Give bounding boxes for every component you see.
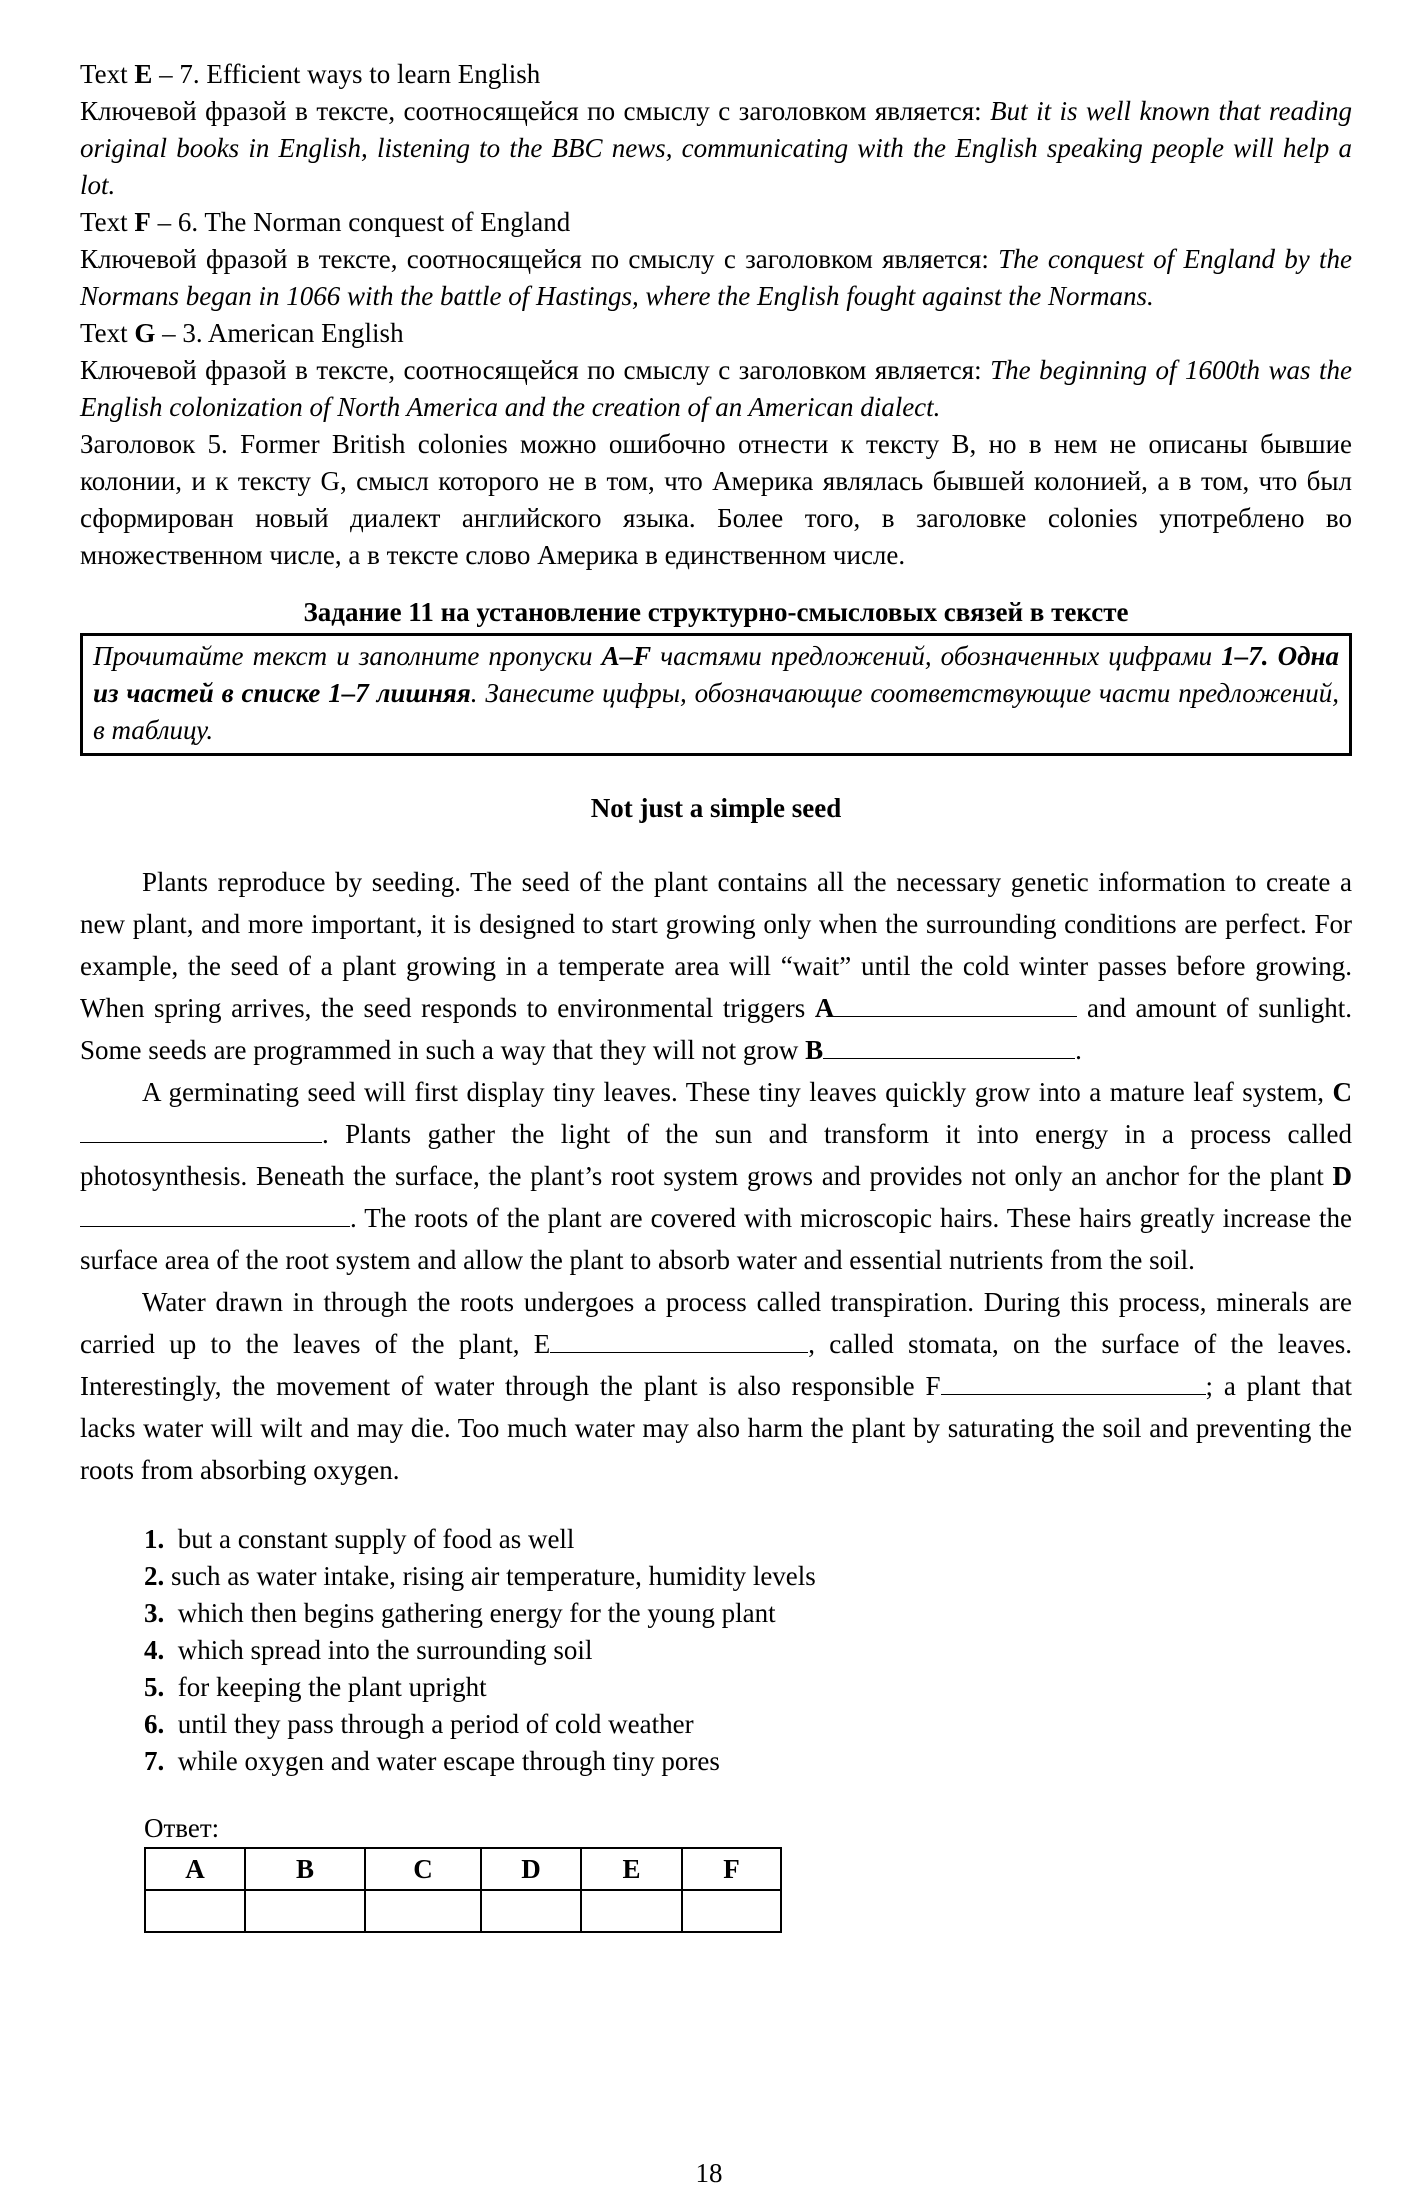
text-g-heading: Text G – 3. American English <box>80 318 404 348</box>
document-page <box>80 56 1352 1933</box>
answer-cell-a[interactable] <box>145 1890 245 1932</box>
option-item: 2. such as water intake, rising air temperature, humidity levels <box>144 1561 816 1591</box>
key-quote: But it is well known that reading original books in English, listening to the BBC news, communicating with the English speaking people will help a lot. <box>80 96 1352 200</box>
option-item: 4. which spread into the surrounding soil <box>144 1635 593 1665</box>
text-f-key-phrase: Ключевой фразой в тексте, соотносящейся по смыслу с заголовком является: The conquest of England by the Normans began in 1066 with the battle of Hastings, where the English fought against the Normans. <box>80 244 1352 311</box>
answer-cell-b[interactable] <box>245 1890 365 1932</box>
option-item: 3. which then begins gathering energy for the young plant <box>144 1598 776 1628</box>
story-paragraph-3: Water drawn in through the roots undergoes a process called transpiration. During this process, minerals are carried up to the leaves of the plant, E , called stomata, on the surface of the leaves. Interestingly, the movement of water through the plant is also responsible F ; a plant that lacks water will wilt and may die. Too much water may also harm the plant by saturating the soil and preventing the roots from absorbing oxygen. <box>80 1287 1352 1485</box>
key-quote: The conquest of England by the Normans began in 1066 with the battle of Hastings, where the English fought against the Normans. <box>80 244 1352 311</box>
answer-cell-c[interactable] <box>365 1890 481 1932</box>
answer-cell-f[interactable] <box>682 1890 781 1932</box>
story-paragraph-1: Plants reproduce by seeding. The seed of the plant contains all the necessary genetic information to create a new plant, and more important, it is designed to start growing only when the surrounding conditions are perfect. For example, the seed of a plant growing in a temperate area will “wait” until the cold winter passes before growing. When spring arrives, the seed responds to environmental triggers A and amount of sunlight. Some seeds are programmed in such a way that they will not grow B . <box>80 867 1352 1065</box>
story-title: Not just a simple seed <box>590 793 842 823</box>
gap-blank-a[interactable] <box>834 988 1077 1017</box>
gap-label-f: F <box>925 1371 941 1401</box>
gap-label-c: C <box>1332 1077 1352 1107</box>
key-section-g <box>80 315 1352 426</box>
gap-label-e: E <box>533 1329 551 1359</box>
answer-label: Ответ: <box>144 1813 220 1843</box>
task-title: Задание 11 на установление структурно-смысловых связей в тексте <box>303 597 1129 627</box>
page-number: 18 <box>695 2158 723 2188</box>
gap-label-a: A <box>814 993 835 1023</box>
answer-header-a: A <box>145 1848 245 1890</box>
key-section-e <box>80 56 1352 204</box>
gap-blank-e[interactable] <box>550 1324 808 1353</box>
text-e-key-phrase: Ключевой фразой в тексте, соотносящейся по смыслу с заголовком является: But it is well known that reading original books in English, listening to the BBC news, communicating with the English speaking people will help a lot. <box>80 96 1352 200</box>
gap-blank-b[interactable] <box>823 1030 1075 1059</box>
distractor-note: Заголовок 5. Former British colonies можно ошибочно отнести к тексту B, но в нем не описаны бывшие колонии, и к тексту G, смысл которого не в том, что Америка являлась бывшей колонией, а в том, что был сформирован новый диалект английского языка. Более того, в заголовке colonies употреблено во множественном числе, а в тексте слово Америка в единственном числе. <box>80 429 1352 570</box>
gap-label-d: D <box>1332 1161 1352 1191</box>
answer-header-d: D <box>481 1848 581 1890</box>
answer-cell-e[interactable] <box>581 1890 682 1932</box>
gap-blank-f[interactable] <box>941 1366 1206 1395</box>
key-quote: The beginning of 1600th was the English colonization of North America and the creation of an American dialect. <box>80 355 1352 422</box>
story-paragraph-2: A germinating seed will first display tiny leaves. These tiny leaves quickly grow into a mature leaf system, C. Plants gather the light of the sun and transform it into energy in a process called photosynthesis. Beneath the surface, the plant’s root system grows and provides not only an anchor for the plant D. The roots of the plant are covered with microscopic hairs. These hairs greatly increase the surface area of the root system and allow the plant to absorb water and essential nutrients from the soil. <box>80 1077 1352 1275</box>
answer-header-row <box>145 1848 781 1890</box>
options-list <box>80 1521 1352 1780</box>
answer-header-f: F <box>682 1848 781 1890</box>
option-item: 5. for keeping the plant upright <box>144 1672 487 1702</box>
answer-table <box>144 1847 782 1933</box>
key-section-f <box>80 204 1352 315</box>
answer-header-c: C <box>365 1848 481 1890</box>
answer-input-row <box>145 1890 781 1932</box>
text-letter: E <box>134 59 153 89</box>
task-instruction-box: Прочитайте текст и заполните пропуски A–F частями предложений, обозначенных цифрами 1–7. Одна из частей в списке 1–7 лишняя. Занесите цифры, обозначающие соответствующие части предложений, в таблицу. <box>80 633 1352 756</box>
text-f-heading: Text F – 6. The Norman conquest of England <box>80 207 571 237</box>
text-g-key-phrase: Ключевой фразой в тексте, соотносящейся по смыслу с заголовком является: The beginning of 1600th was the English colonization of North America and the creation of an American dialect. <box>80 355 1352 422</box>
answer-cell-d[interactable] <box>481 1890 581 1932</box>
option-item: 1. but a constant supply of food as well <box>144 1524 575 1554</box>
story-text <box>80 861 1352 1491</box>
option-item: 6. until they pass through a period of cold weather <box>144 1709 694 1739</box>
answer-header-e: E <box>581 1848 682 1890</box>
answer-header-b: B <box>245 1848 365 1890</box>
option-item: 7. while oxygen and water escape through tiny pores <box>144 1746 720 1776</box>
text-letter: G <box>134 318 156 348</box>
gap-label-b: B <box>805 1035 824 1065</box>
gap-blank-c[interactable] <box>80 1114 322 1143</box>
text-letter: F <box>134 207 151 237</box>
gap-blank-d[interactable] <box>80 1198 350 1227</box>
text-e-heading: Text E – 7. Efficient ways to learn English <box>80 59 541 89</box>
